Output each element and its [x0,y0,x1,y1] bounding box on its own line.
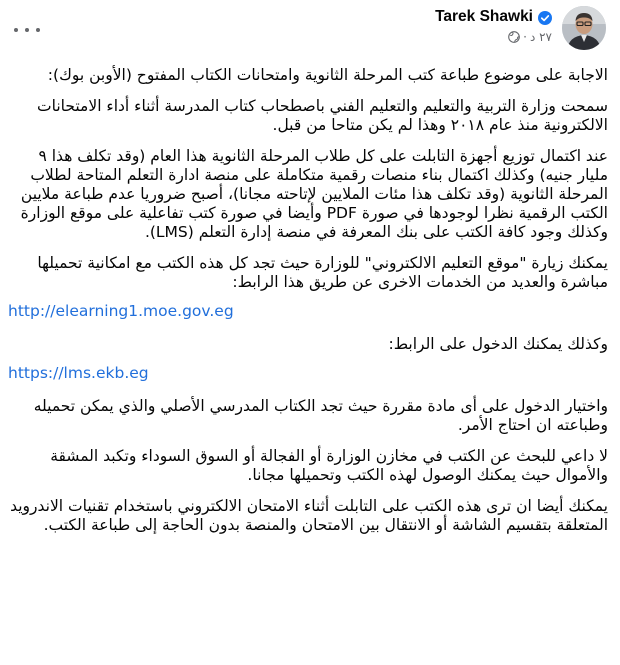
more-options-button[interactable] [14,22,40,38]
author-block [435,8,552,44]
more-options-icon [14,28,18,32]
verified-badge-icon [538,10,552,24]
meta-separator: · [523,30,527,44]
author-avatar[interactable] [562,6,606,50]
post-paragraph-tablets: عند اكتمال توزيع أجهزة التابلت على كل طلاب المرحلة الثانوية هذا العام (وقد تكلف هذا ٩ مليار جنيه) وكذلك اكتمال بناء منصات رقمية متكاملة على منصة ادارة التعلم المتاحة لطلاب المرحلة الثانوية (وقد تكلف هذا مئات الملايين لإتاحته مجانا)، أصبح ضروريا عدم طباعة ملايين الكتب الرقمية نظرا لوجودها في صورة PDF وأيضا في صورة كتب تفاعلية على موقع الوزارة وكذلك وجود كافة الكتب على بنك المعرفة في منصة إدارة التعلم (LMS). [20,147,608,241]
author-name[interactable]: Tarek Shawki [435,8,533,25]
post-header [0,0,620,62]
post-paragraph-split-screen: يمكنك أيضا ان ترى هذه الكتب على التابلت أثناء الامتحان الالكتروني باستخدام تقنيات الاندرويد المتعلقة بتقسيم الشاشة أو الانتقال بين الامتحان والمنصة بدون الحاجة إلى طباعة الكتب. [10,497,608,534]
more-options-icon-dot [36,28,40,32]
post-body [8,66,608,547]
post-paragraph-elearning: يمكنك زيارة "موقع التعليم الالكتروني" للوزارة حيث تجد كل هذه الكتب مع امكانية تحميلها مباشرة والعديد من الخدمات الاخرى عن طريق هذا الرابط: [37,254,608,291]
lms-link[interactable]: https://lms.ekb.eg [8,364,149,382]
post-paragraph-no-need: لا داعي للبحث عن الكتب في مخازن الوزارة أو الفجالة أو السوق السوداء وتكبد المشقة والأموال حيث يمكنك الوصول لهذه الكتب وتحميلها مجانا. [50,447,608,484]
post-paragraph-lms: وكذلك يمكنك الدخول على الرابط: [388,335,608,353]
post-paragraph-exam-books: سمحت وزارة التربية والتعليم والتعليم الفني باصطحاب كتاب المدرسة أثناء أداء الامتحانات الالكترونية منذ عام ٢٠١٨ وهذا لم يكن متاحا من قبل. [37,97,608,134]
post-paragraph-intro: الاجابة على موضوع طباعة كتب المرحلة الثانوية وامتحانات الكتاب المفتوح (الأوبن بوك): [47,66,608,84]
more-options-icon-dot [25,28,29,32]
post-paragraph-choose-subject: واختيار الدخول على أى مادة مقررة حيث تجد الكتاب المدرسي الأصلي والذي يمكن تحميله وطباعته ان احتاج الأمر. [33,397,608,434]
globe-icon [508,31,520,43]
elearning-link[interactable]: http://elearning1.moe.gov.eg [8,302,234,320]
post-timestamp[interactable]: ٢٧ د [529,30,552,44]
